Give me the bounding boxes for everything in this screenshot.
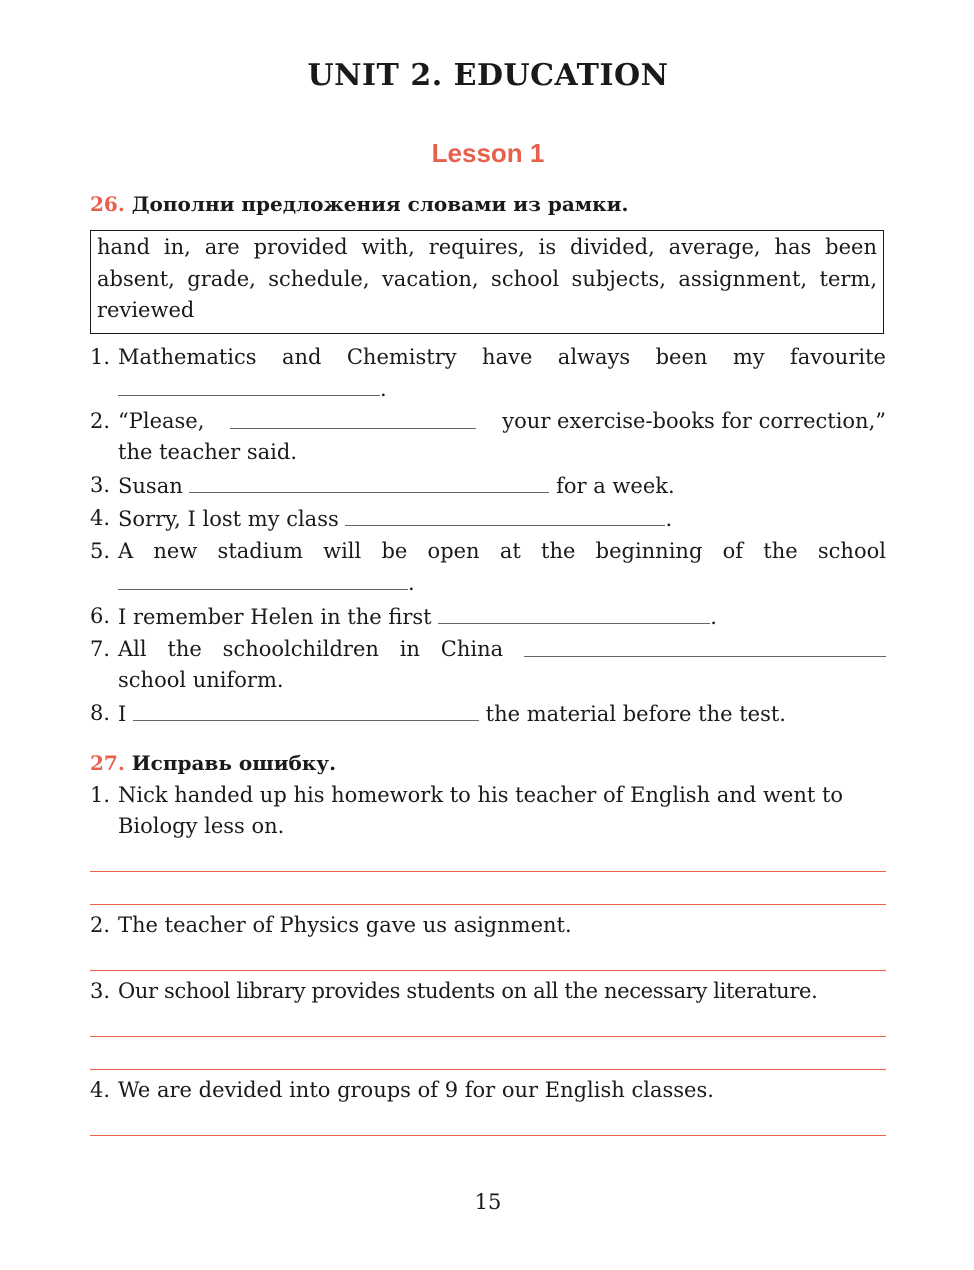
- answer-line[interactable]: [90, 970, 886, 971]
- item-text: All the schoolchildren in China: [118, 637, 886, 661]
- answer-line[interactable]: [90, 871, 886, 872]
- answer-blank[interactable]: [189, 473, 549, 493]
- answer-blank[interactable]: [230, 409, 476, 429]
- answer-line[interactable]: [90, 904, 886, 905]
- exercise-instruction: Дополни предложения словами из рамки.: [131, 192, 629, 216]
- item-text: A new stadium will be open at the beginning of the school: [118, 539, 886, 563]
- answer-line[interactable]: [90, 1069, 886, 1070]
- exercise-26-heading: [90, 192, 628, 216]
- unit-title: UNIT 2. EDUCATION: [307, 58, 669, 93]
- exercise-27-heading: [90, 751, 336, 775]
- answer-blank[interactable]: [118, 570, 408, 590]
- page-number: 15: [474, 1190, 502, 1214]
- answer-blank[interactable]: [524, 637, 886, 657]
- item-text: “Please, your exercise-books for correction,”: [118, 409, 886, 433]
- lesson-title: Lesson 1: [431, 138, 545, 168]
- exercise-instruction: Исправь ошибку.: [131, 751, 337, 775]
- answer-blank[interactable]: [438, 604, 710, 624]
- answer-line[interactable]: [90, 1036, 886, 1037]
- exercise-number: 26.: [90, 192, 125, 216]
- item-number: 1.: [90, 345, 111, 369]
- exercise-number: 27.: [90, 751, 125, 775]
- item-text: Mathematics and Chemistry have always been my favourite: [118, 345, 886, 369]
- answer-blank[interactable]: [345, 506, 665, 526]
- word-box: hand in, are provided with, requires, is divided, average, has been absent, grade, schedule, vacation, school subjects, assignment, term, reviewed: [90, 230, 884, 334]
- answer-blank[interactable]: [118, 376, 380, 396]
- answer-blank[interactable]: [133, 701, 479, 721]
- answer-line[interactable]: [90, 1135, 886, 1136]
